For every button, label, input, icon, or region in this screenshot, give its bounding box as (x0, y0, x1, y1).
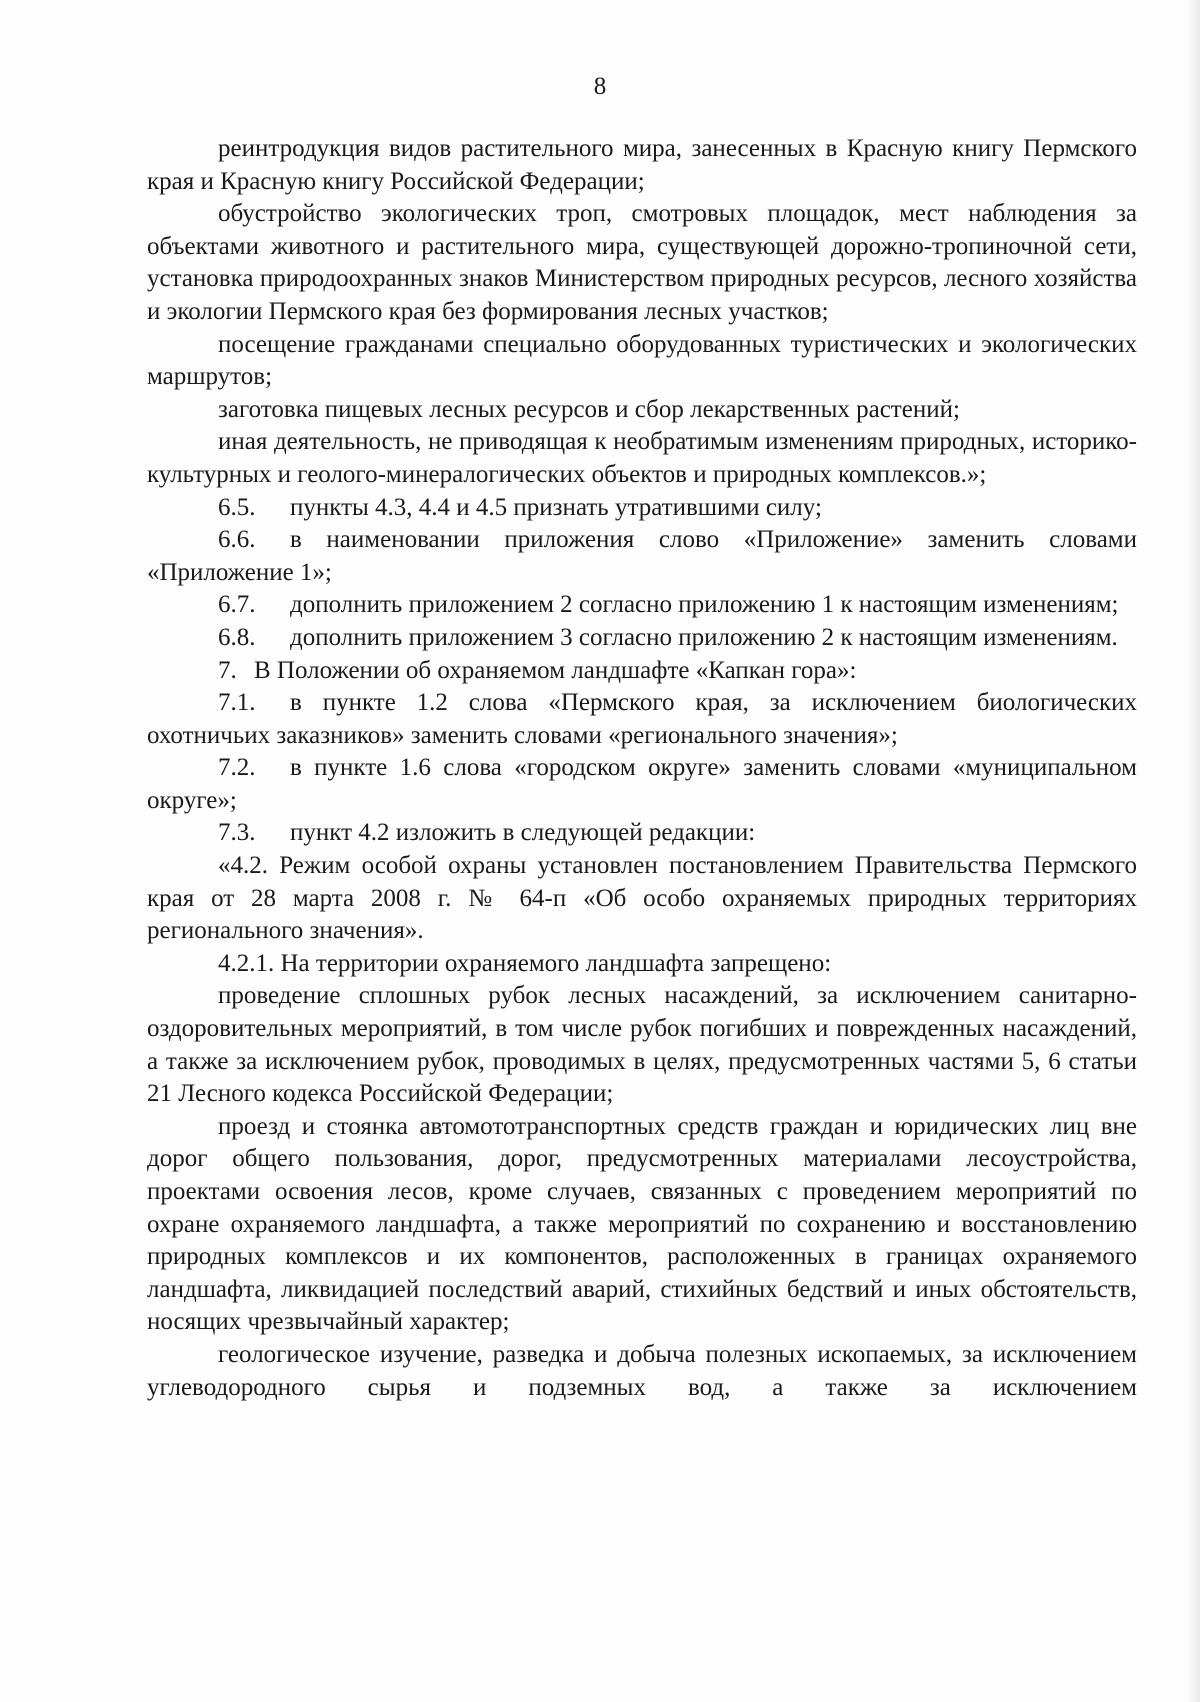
paragraph-text: 4.2.1. На территории охраняемого ландшафта запрещено: (218, 949, 832, 977)
item-number: 6.7. (218, 591, 256, 619)
page-number: 8 (593, 73, 607, 100)
paragraph (147, 329, 1137, 394)
paragraph (147, 394, 1137, 427)
paragraph-text: заготовка пищевых лесных ресурсов и сбор лекарственных растений; (218, 395, 960, 423)
paragraph (147, 198, 1137, 328)
paragraph-text: пункт 4.2 изложить в следующей редакции: (290, 819, 756, 847)
numbered-paragraph (147, 524, 1137, 589)
item-number: 6.6. (218, 526, 256, 554)
scan-edge-shadow (1186, 0, 1200, 1702)
item-number: 7.1. (218, 689, 256, 717)
paragraph-text: в наименовании приложения слово «Приложение» заменить словами «Приложение 1»; (147, 526, 1137, 586)
document-body (147, 133, 1137, 1404)
numbered-paragraph (147, 752, 1137, 817)
paragraph-text: проезд и стоянка автомототранспортных средств граждан и юридических лиц вне дорог общего пользования, дорог, предусмотренных материалами лесоустройства, проектами освоения лесов, кроме случаев, связанных с проведением мероприятий по охране охраняемого ландшафта, а также мероприятий по сохранению и восстановлению природных комплексов и их компонентов, расположенных в границах охраняемого ландшафта, ликвидацией последствий аварий, стихийных бедствий и иных обстоятельств, носящих чрезвычайный характер; (147, 1112, 1137, 1336)
paragraph-text: посещение гражданами специально оборудованных туристических и экологических маршрутов; (147, 330, 1137, 391)
paragraph (147, 426, 1137, 491)
paragraph-text: пункты 4.3, 4.4 и 4.5 признать утратившими силу; (290, 493, 822, 521)
paragraph-text: в пункте 1.2 слова «Пермского края, за исключением биологических охотничьих заказников» заменить словами «регионального значения»; (147, 689, 1137, 749)
paragraph (147, 1111, 1137, 1339)
paragraph-text: «4.2. Режим особой охраны установлен постановлением Правительства Пермского края от 28 марта 2008 г. № 64-п «Об особо охраняемых природных территориях регионального значения». (147, 852, 1137, 945)
item-number: 7.3. (218, 819, 256, 847)
numbered-paragraph (147, 687, 1137, 752)
paragraph (147, 948, 1137, 981)
paragraph (147, 1339, 1137, 1404)
paragraph-text: геологическое изучение, разведка и добыча полезных ископаемых, за исключением углеводородного сырья и подземных вод, а также за исключением (147, 1340, 1137, 1401)
numbered-paragraph (147, 589, 1137, 622)
item-number: 6.8. (218, 623, 256, 651)
paragraph (147, 133, 1137, 198)
numbered-paragraph (147, 492, 1137, 525)
paragraph-text: реинтродукция видов растительного мира, занесенных в Красную книгу Пермского края и Красную книгу Российской Федерации; (147, 135, 1137, 195)
paragraph (147, 850, 1137, 948)
paragraph-text: иная деятельность, не приводящая к необратимым изменениям природных, историко-культурных и геолого-минералогических объектов и природных комплексов.»; (147, 428, 1137, 488)
item-number: 7.2. (218, 754, 256, 782)
paragraph-text: проведение сплошных рубок лесных насаждений, за исключением санитарно-оздоровительных мероприятий, в том числе рубок погибших и поврежденных насаждений, а также за исключением рубок, проводимых в целях, предусмотренных частями 5, 6 статьи 21 Лесного кодекса Российской Федерации; (147, 982, 1137, 1108)
paragraph-text: обустройство экологических троп, смотровых площадок, мест наблюдения за объектами животного и растительного мира, существующей дорожно-тропиночной сети, установка природоохранных знаков Министерством природных ресурсов, лесного хозяйства и экологии Пермского края без формирования лесных участков; (147, 200, 1137, 325)
item-number: 7. (218, 656, 237, 684)
numbered-paragraph (147, 817, 1137, 850)
paragraph (147, 980, 1137, 1110)
numbered-paragraph (147, 622, 1137, 655)
paragraph-text: дополнить приложением 3 согласно приложению 2 к настоящим изменениям. (290, 623, 1118, 651)
paragraph-text: дополнить приложением 2 согласно приложению 1 к настоящим изменениям; (290, 591, 1119, 619)
paragraph-text: В Положении об охраняемом ландшафте «Капкан гора»: (254, 656, 857, 684)
item-number: 6.5. (218, 493, 256, 521)
paragraph-text: в пункте 1.6 слова «городском округе» заменить словами «муниципальном округе»; (147, 754, 1137, 814)
numbered-paragraph (147, 655, 1137, 688)
